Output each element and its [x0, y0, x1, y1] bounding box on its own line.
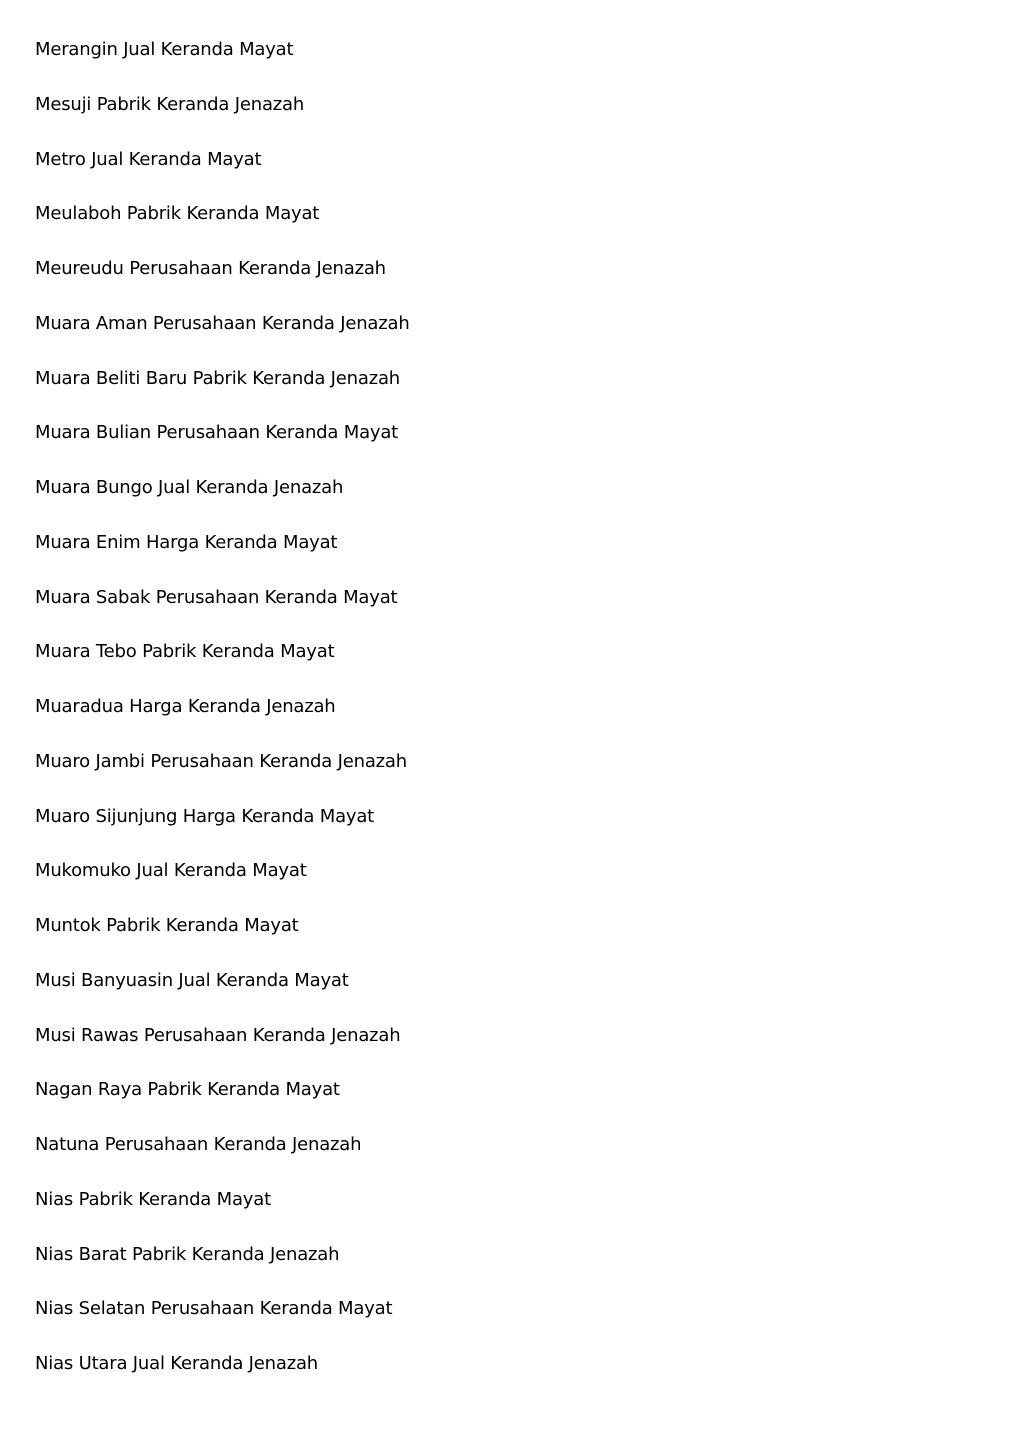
list-item: Muara Beliti Baru Pabrik Keranda Jenazah: [35, 367, 400, 389]
list-item: Nias Utara Jual Keranda Jenazah: [35, 1353, 318, 1374]
list-item: Muara Bulian Perusahaan Keranda Mayat: [35, 422, 399, 444]
list-item: Muara Tebo Pabrik Keranda Mayat: [35, 641, 335, 663]
list-item: Muara Bungo Jual Keranda Jenazah: [35, 477, 344, 498]
list-item: Musi Rawas Perusahaan Keranda Jenazah: [35, 1024, 401, 1046]
list-item: Mukomuko Jual Keranda Mayat: [35, 860, 307, 882]
list-item: Natuna Perusahaan Keranda Jenazah: [35, 1134, 362, 1155]
list-item: Muntok Pabrik Keranda Mayat: [35, 915, 299, 936]
list-item: Nias Selatan Perusahaan Keranda Mayat: [35, 1298, 393, 1320]
list-item: Metro Jual Keranda Mayat: [35, 148, 262, 170]
list-item: Muara Aman Perusahaan Keranda Jenazah: [35, 312, 410, 334]
list-item: Nias Pabrik Keranda Mayat: [35, 1188, 271, 1210]
list-item: Muaradua Harga Keranda Jenazah: [35, 696, 336, 717]
list-item: Muara Enim Harga Keranda Mayat: [35, 531, 338, 553]
list-item: Muara Sabak Perusahaan Keranda Mayat: [35, 586, 398, 608]
list-item: Meureudu Perusahaan Keranda Jenazah: [35, 258, 386, 279]
list-item: Muaro Sijunjung Harga Keranda Mayat: [35, 805, 375, 827]
entry-list: [35, 38, 410, 1407]
list-item: Nias Barat Pabrik Keranda Jenazah: [35, 1243, 340, 1265]
list-item: Musi Banyuasin Jual Keranda Mayat: [35, 969, 349, 991]
list-item: Muaro Jambi Perusahaan Keranda Jenazah: [35, 750, 407, 772]
list-item: Nagan Raya Pabrik Keranda Mayat: [35, 1079, 340, 1101]
list-item: Merangin Jual Keranda Mayat: [35, 39, 294, 60]
list-item: Meulaboh Pabrik Keranda Mayat: [35, 203, 320, 225]
list-item: Mesuji Pabrik Keranda Jenazah: [35, 93, 305, 115]
